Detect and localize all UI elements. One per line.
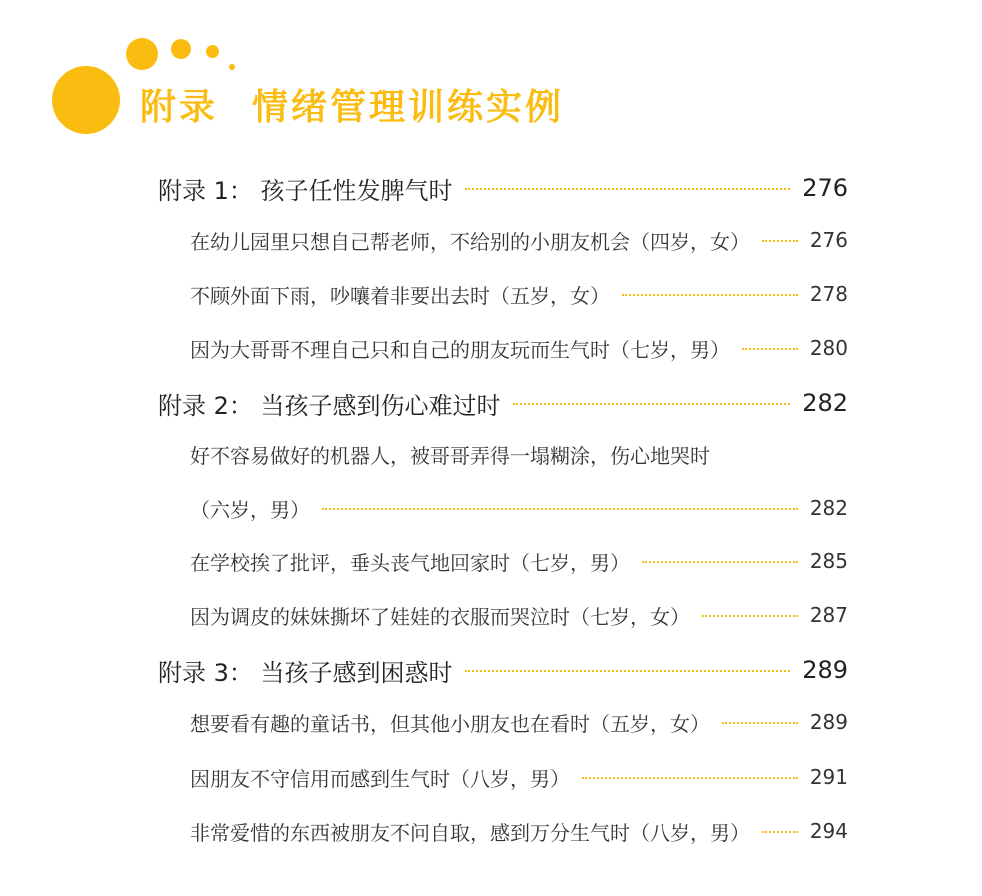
entry-title: 不顾外面下雨，吵嚷着非要出去时（五岁，女） xyxy=(190,283,610,308)
decorative-dot xyxy=(229,64,235,70)
section-title: 附录 1： 孩子任性发脾气时 xyxy=(158,176,453,205)
page-number: 289 xyxy=(809,710,848,734)
section-title: 附录 3： 当孩子感到困惑时 xyxy=(158,658,453,687)
toc-entry xyxy=(190,541,848,581)
appendix-title xyxy=(140,80,564,136)
section-title: 附录 2： 当孩子感到伤心难过时 xyxy=(158,391,501,420)
dot-leader xyxy=(322,508,798,510)
dot-leader xyxy=(465,188,791,190)
entry-title: 好不容易做好的机器人，被哥哥弄得一塌糊涂，伤心地哭时 xyxy=(190,443,710,468)
entry-title: 因为调皮的妹妹撕坏了娃娃的衣服而哭泣时（七岁，女） xyxy=(190,604,690,629)
dot-leader xyxy=(722,722,798,724)
dot-leader xyxy=(762,831,798,833)
entry-title: 在学校挨了批评，垂头丧气地回家时（七岁，男） xyxy=(190,550,630,575)
page-number: 287 xyxy=(809,603,848,627)
entry-title: （六岁，男） xyxy=(190,497,310,522)
decorative-large-circle xyxy=(52,66,120,134)
entry-title: 非常爱惜的东西被朋友不问自取，感到万分生气时（八岁，男） xyxy=(190,820,750,845)
toc-entry xyxy=(190,757,848,797)
toc-entry xyxy=(190,274,848,314)
dot-leader xyxy=(465,670,791,672)
toc-entry xyxy=(190,702,848,742)
dot-leader xyxy=(762,240,798,242)
page-number: 289 xyxy=(802,656,848,684)
dot-leader xyxy=(642,561,798,563)
entry-title: 在幼儿园里只想自己帮老师，不给别的小朋友机会（四岁，女） xyxy=(190,229,750,254)
page-number: 278 xyxy=(809,282,848,306)
toc-entry xyxy=(190,595,848,635)
page-number: 285 xyxy=(809,549,848,573)
page-number: 282 xyxy=(809,496,848,520)
entry-title: 因为大哥哥不理自己只和自己的朋友玩而生气时（七岁，男） xyxy=(190,337,730,362)
dot-leader xyxy=(582,777,798,779)
entry-title: 因朋友不守信用而感到生气时（八岁，男） xyxy=(190,766,570,791)
page-number: 282 xyxy=(802,389,848,417)
toc-section-entry xyxy=(158,650,848,690)
decorative-tiny-circle xyxy=(206,45,219,58)
page-number: 280 xyxy=(809,336,848,360)
toc-entry xyxy=(190,434,710,474)
toc-section-entry xyxy=(158,168,848,208)
appendix-label: 附录 xyxy=(140,87,219,128)
page-number: 276 xyxy=(802,174,848,202)
toc-entry xyxy=(190,811,848,851)
page-number: 276 xyxy=(809,228,848,252)
dot-leader xyxy=(702,615,798,617)
appendix-heading: 情绪管理训练实例 xyxy=(252,87,565,128)
toc-section-entry xyxy=(158,383,848,423)
toc-entry xyxy=(190,328,848,368)
page-number: 291 xyxy=(809,765,848,789)
dot-leader xyxy=(622,294,798,296)
page-number: 294 xyxy=(809,819,848,843)
decorative-small-circle xyxy=(171,39,191,59)
dot-leader xyxy=(742,348,798,350)
dot-leader xyxy=(513,403,791,405)
entry-title: 想要看有趣的童话书，但其他小朋友也在看时（五岁，女） xyxy=(190,711,710,736)
toc-entry xyxy=(190,488,848,528)
toc-entry xyxy=(190,220,848,260)
decorative-medium-circle xyxy=(126,38,158,70)
